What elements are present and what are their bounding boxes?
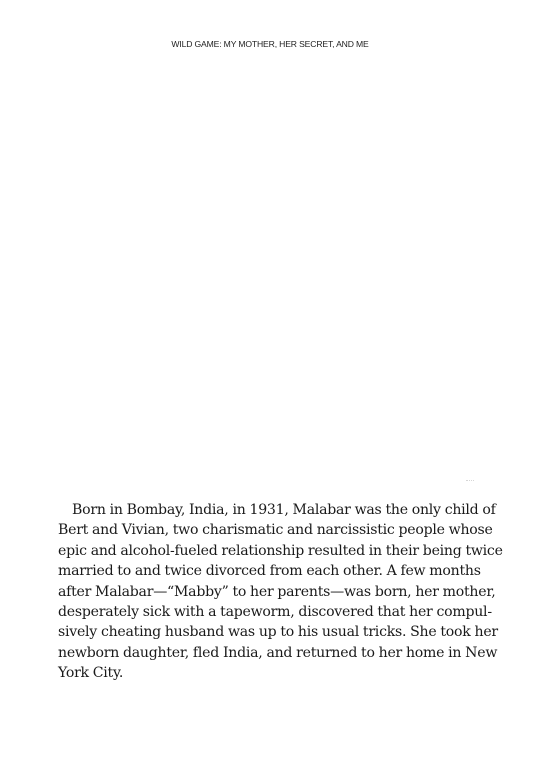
- paragraph-line: York City.: [58, 665, 124, 682]
- image-corner-mark: [466, 480, 474, 482]
- paragraph-line: Bert and Vivian, two charismatic and narcissistic people whose: [58, 522, 493, 539]
- paragraph-line: newborn daughter, fled India, and returned to her home in New: [58, 644, 498, 661]
- paragraph-line: married to and twice divorced from each other. A few months: [58, 563, 481, 580]
- paragraph-line: desperately sick with a tapeworm, discovered that her compul-: [58, 604, 492, 621]
- paragraph-line: epic and alcohol-fueled relationship resulted in their being twice: [58, 542, 503, 559]
- paragraph-line: after Malabar—“Mabby” to her parents—was born, her mother,: [58, 583, 496, 600]
- paragraph-line: sively cheating husband was up to his usual tricks. She took her: [58, 624, 498, 641]
- body-paragraph: [58, 500, 503, 684]
- illustration-placeholder: [58, 70, 478, 482]
- running-header: WILD GAME: MY MOTHER, HER SECRET, AND ME: [171, 39, 369, 49]
- paragraph-line: Born in Bombay, India, in 1931, Malabar was the only child of: [72, 502, 496, 518]
